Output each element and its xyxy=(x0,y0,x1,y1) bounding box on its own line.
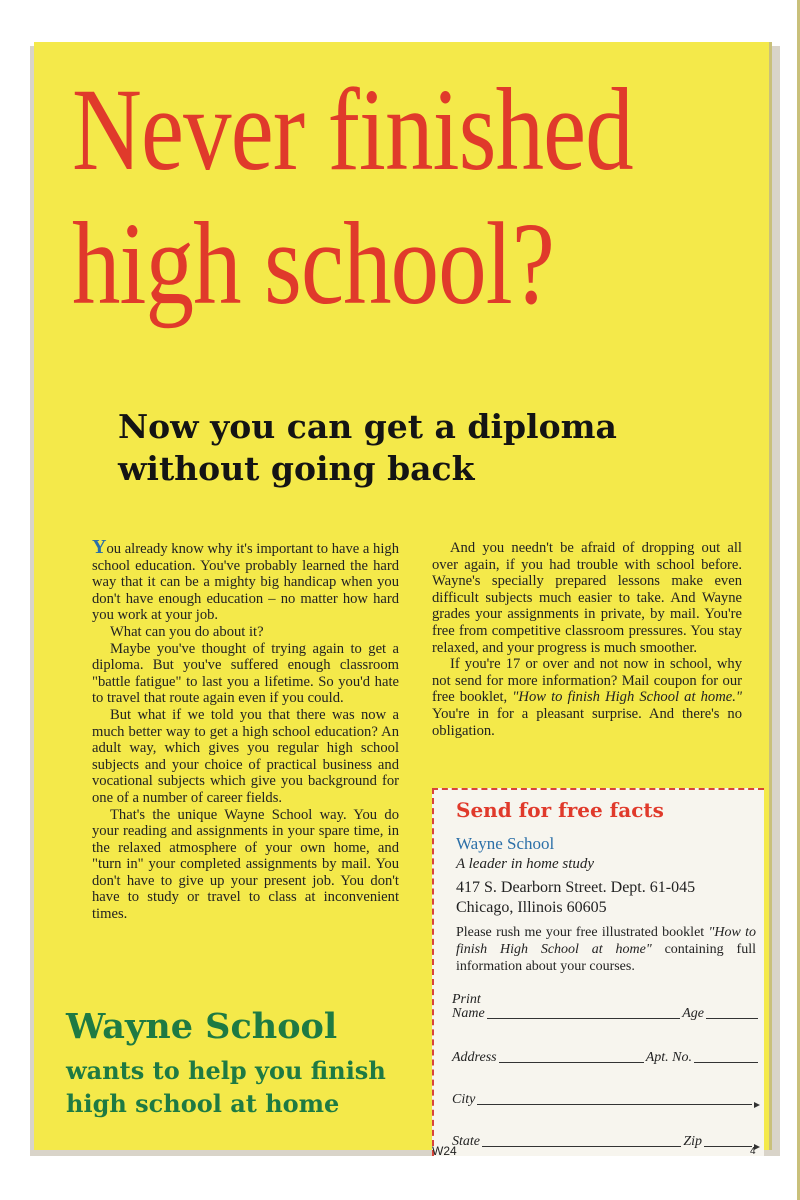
body-column-right xyxy=(432,540,742,739)
headline-line-2: high school? xyxy=(72,198,554,329)
wayne-school-title: Wayne School xyxy=(66,1006,338,1047)
body-paragraph: And you needn't be afraid of dropping out all over again, if you had trouble with school before. Wayne's specially prepared lessons make even difficult subjects much easier to take. And Wayne grades your assignments in private, by mail. You're free from competitive classroom pressures. You stay relaxed, and your progress is much smoother. xyxy=(432,540,742,656)
booklet-title: "How to finish High School at home." xyxy=(512,689,742,706)
wayne-school-subtitle xyxy=(66,1054,406,1120)
body-paragraph: What can you do about it? xyxy=(110,623,264,640)
state-label: State xyxy=(452,1134,480,1149)
zip-label: Zip xyxy=(683,1134,702,1149)
headline xyxy=(72,64,633,329)
apt-label: Apt. No. xyxy=(645,1050,692,1065)
body-paragraph: But what if we told you that there was now a much better way to get a high school education? An adult way, which gives you regular high school subjects and your choice of practical business and vocational subjects which give you background for one of a number of career fields. xyxy=(92,706,399,806)
coupon-school-name: Wayne School xyxy=(456,834,555,853)
name-field[interactable] xyxy=(487,1018,681,1019)
city-field[interactable] xyxy=(477,1104,752,1105)
request-text: containing full information about your courses. xyxy=(456,942,756,974)
zip-field[interactable] xyxy=(704,1146,752,1147)
address-row xyxy=(452,1046,760,1066)
state-zip-row xyxy=(452,1130,760,1150)
subtitle-line-1: wants to help you finish xyxy=(66,1056,386,1085)
state-field[interactable] xyxy=(482,1146,681,1147)
subheadline-line-2: without going back xyxy=(118,449,475,488)
age-field[interactable] xyxy=(706,1018,758,1019)
print-label: Print xyxy=(452,992,481,1007)
age-label: Age xyxy=(682,1006,704,1021)
subtitle-line-2: high school at home xyxy=(66,1089,340,1118)
paragraph-text: If you're 17 or over and not now in school, why not send for more information? Mail coupon for our free booklet, xyxy=(432,656,742,706)
mail-coupon[interactable] xyxy=(432,788,764,1156)
city-row xyxy=(452,1088,760,1108)
page-number: 4 xyxy=(750,1146,756,1157)
body-column-left xyxy=(92,536,399,923)
body-paragraph xyxy=(92,536,399,624)
address-line-1: 417 S. Dearborn Street. Dept. 61-045 xyxy=(456,879,696,896)
coupon-request-text xyxy=(456,924,756,975)
paragraph-text: You're in for a pleasant surprise. And there's no obligation. xyxy=(432,705,742,739)
ad-code-left: W24 xyxy=(432,1144,457,1158)
drop-cap: Y xyxy=(92,536,107,558)
subheadline-line-1: Now you can get a diploma xyxy=(118,407,617,446)
coupon-tagline: A leader in home study xyxy=(456,856,595,872)
apt-field[interactable] xyxy=(694,1062,758,1063)
coupon-address xyxy=(456,878,695,918)
wayne-school-promo xyxy=(66,1006,406,1120)
subheadline xyxy=(118,406,678,490)
name-age-row xyxy=(452,1002,760,1022)
request-text: Please rush me your free illustrated booklet xyxy=(456,925,709,940)
address-field[interactable] xyxy=(499,1062,644,1063)
address-label: Address xyxy=(452,1050,497,1065)
arrow-icon xyxy=(754,1102,760,1108)
paragraph-text: ou already know why it's important to have a high school education. You've probably learned the hard way that it can be a mighty big handicap when you don't have enough education – no matter how hard you work at your job. xyxy=(92,541,399,624)
coupon-title: Send for free facts xyxy=(456,798,664,822)
body-paragraph: Maybe you've thought of trying again to get a diploma. But you've suffered enough classroom "battle fatigue" to last you a lifetime. So you'd hate to travel that route again even if you could. xyxy=(92,640,399,707)
booklet-title: "How to finish High School at home" xyxy=(456,925,757,957)
name-label: Name xyxy=(452,1006,485,1021)
city-label: City xyxy=(452,1092,476,1107)
body-paragraph: That's the unique Wayne School way. You do your reading and assignments in your spare time, in the relaxed atmosphere of your own home, and "turn in" your completed assignments by mail. You don't have to give up your present job. You don't have to study or travel to class at inconvenient times. xyxy=(92,806,399,923)
headline-line-1: Never finished xyxy=(72,64,633,195)
body-paragraph xyxy=(432,656,742,739)
address-line-2: Chicago, Illinois 60605 xyxy=(456,899,607,916)
